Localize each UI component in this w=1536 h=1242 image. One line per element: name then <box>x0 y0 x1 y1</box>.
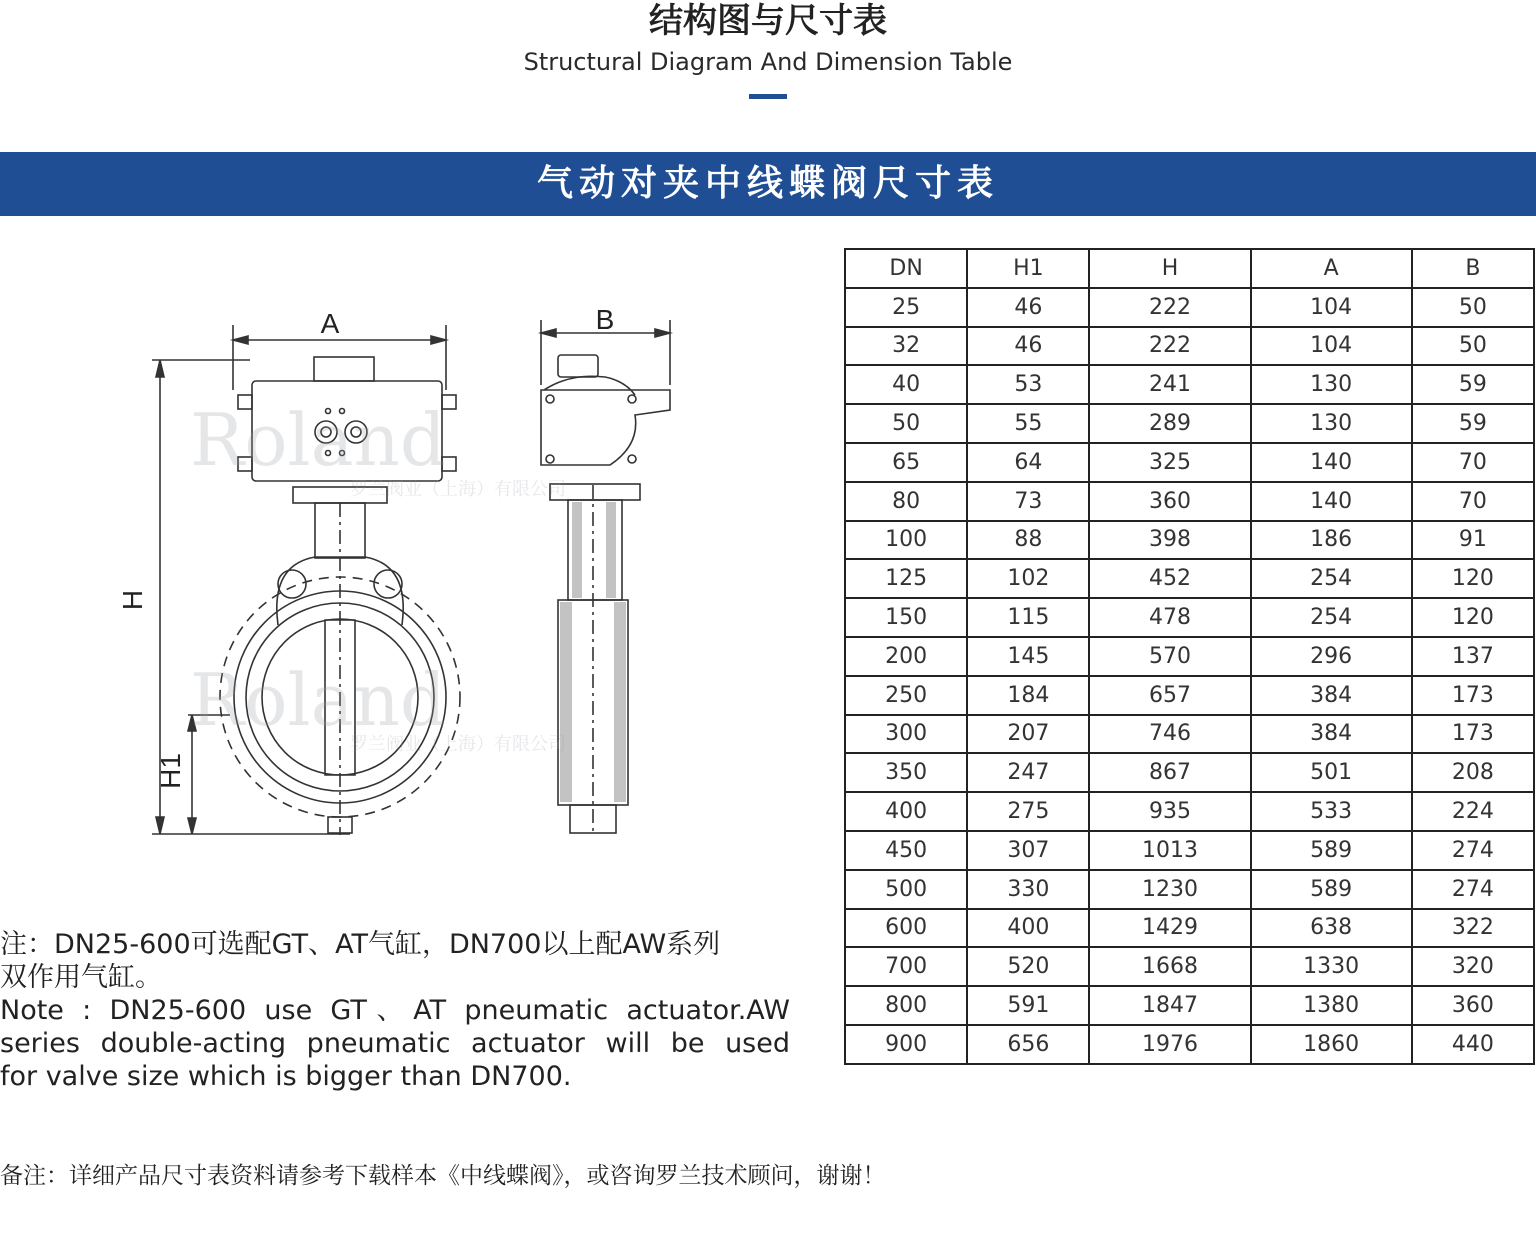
table-row <box>845 637 1534 676</box>
table-cell: 1860 <box>1251 1025 1412 1064</box>
table-cell: 250 <box>845 676 967 715</box>
table-cell: 46 <box>967 327 1089 366</box>
table-row <box>845 986 1534 1025</box>
table-cell: 65 <box>845 443 967 482</box>
table-cell: 102 <box>967 559 1089 598</box>
table-cell: 746 <box>1089 715 1250 754</box>
valve-structural-diagram <box>100 295 700 855</box>
table-cell: 360 <box>1089 482 1250 521</box>
table-cell: 173 <box>1412 715 1534 754</box>
table-cell: 88 <box>967 521 1089 560</box>
column-header: DN <box>845 249 967 288</box>
dimension-label-a: A <box>320 308 340 339</box>
table-cell: 320 <box>1412 947 1534 986</box>
page-subtitle: Structural Diagram And Dimension Table <box>523 48 1013 76</box>
title-underline <box>749 94 787 99</box>
table-cell: 145 <box>967 637 1089 676</box>
table-cell: 501 <box>1251 753 1412 792</box>
table-cell: 638 <box>1251 909 1412 948</box>
table-cell: 1230 <box>1089 870 1250 909</box>
table-cell: 657 <box>1089 676 1250 715</box>
table-cell: 935 <box>1089 792 1250 831</box>
table-cell: 222 <box>1089 327 1250 366</box>
note-en-line: for valve size which is bigger than DN700. <box>0 1061 572 1092</box>
table-cell: 53 <box>967 365 1089 404</box>
table-cell: 656 <box>967 1025 1089 1064</box>
table-cell: 254 <box>1251 559 1412 598</box>
table-cell: 208 <box>1412 753 1534 792</box>
table-cell: 800 <box>845 986 967 1025</box>
column-header: H <box>1089 249 1250 288</box>
table-cell: 150 <box>845 598 967 637</box>
dimension-label-h: H <box>117 589 148 611</box>
table-header-row <box>845 249 1534 288</box>
table-cell: 325 <box>1089 443 1250 482</box>
table-row <box>845 715 1534 754</box>
table-cell: 400 <box>967 909 1089 948</box>
table-cell: 400 <box>845 792 967 831</box>
table-cell: 200 <box>845 637 967 676</box>
table-cell: 125 <box>845 559 967 598</box>
column-header: A <box>1251 249 1412 288</box>
table-cell: 1668 <box>1089 947 1250 986</box>
table-cell: 274 <box>1412 831 1534 870</box>
table-cell: 289 <box>1089 404 1250 443</box>
table-cell: 184 <box>967 676 1089 715</box>
note-cn-line: 双作用气缸。 <box>0 962 162 993</box>
table-cell: 224 <box>1412 792 1534 831</box>
table-cell: 104 <box>1251 327 1412 366</box>
table-cell: 1380 <box>1251 986 1412 1025</box>
table-row <box>845 1025 1534 1064</box>
table-cell: 32 <box>845 327 967 366</box>
table-cell: 384 <box>1251 715 1412 754</box>
table-cell: 591 <box>967 986 1089 1025</box>
watermark-brand-2: Roland <box>190 658 446 742</box>
table-cell: 307 <box>967 831 1089 870</box>
table-cell: 247 <box>967 753 1089 792</box>
table-cell: 533 <box>1251 792 1412 831</box>
table-cell: 186 <box>1251 521 1412 560</box>
table-row <box>845 909 1534 948</box>
table-cell: 350 <box>845 753 967 792</box>
table-cell: 50 <box>1412 327 1534 366</box>
table-row <box>845 521 1534 560</box>
table-row <box>845 365 1534 404</box>
dimension-table <box>844 248 1535 1065</box>
table-cell: 296 <box>1251 637 1412 676</box>
note-en-line: series double-acting pneumatic actuator will be used <box>0 1028 790 1059</box>
table-cell: 322 <box>1412 909 1534 948</box>
table-row <box>845 947 1534 986</box>
table-cell: 25 <box>845 288 967 327</box>
table-cell: 1330 <box>1251 947 1412 986</box>
table-cell: 115 <box>967 598 1089 637</box>
table-cell: 73 <box>967 482 1089 521</box>
note-en-line: Note : DN25-600 use GT、AT pneumatic actuator.AW <box>0 995 790 1026</box>
table-cell: 140 <box>1251 482 1412 521</box>
table-cell: 222 <box>1089 288 1250 327</box>
table-cell: 207 <box>967 715 1089 754</box>
table-cell: 570 <box>1089 637 1250 676</box>
table-cell: 589 <box>1251 831 1412 870</box>
table-cell: 173 <box>1412 676 1534 715</box>
table-cell: 450 <box>845 831 967 870</box>
table-cell: 360 <box>1412 986 1534 1025</box>
page-title: 结构图与尺寸表 <box>649 1 887 41</box>
note-cn-line: 注：DN25-600可选配GT、AT气缸，DN700以上配AW系列 <box>0 929 721 960</box>
watermark-company-2: 罗兰阀业（上海）有限公司 <box>350 734 566 755</box>
table-row <box>845 404 1534 443</box>
note-block <box>0 928 790 1093</box>
table-cell: 59 <box>1412 365 1534 404</box>
table-cell: 91 <box>1412 521 1534 560</box>
table-cell: 398 <box>1089 521 1250 560</box>
table-cell: 1013 <box>1089 831 1250 870</box>
table-cell: 140 <box>1251 443 1412 482</box>
column-header: H1 <box>967 249 1089 288</box>
table-cell: 275 <box>967 792 1089 831</box>
table-row <box>845 753 1534 792</box>
table-cell: 300 <box>845 715 967 754</box>
table-cell: 70 <box>1412 482 1534 521</box>
table-cell: 900 <box>845 1025 967 1064</box>
table-cell: 1976 <box>1089 1025 1250 1064</box>
table-cell: 384 <box>1251 676 1412 715</box>
table-cell: 100 <box>845 521 967 560</box>
table-cell: 241 <box>1089 365 1250 404</box>
table-row <box>845 598 1534 637</box>
table-cell: 120 <box>1412 559 1534 598</box>
watermark-company: 罗兰阀业（上海）有限公司 <box>350 479 566 500</box>
table-cell: 440 <box>1412 1025 1534 1064</box>
table-cell: 254 <box>1251 598 1412 637</box>
table-cell: 64 <box>967 443 1089 482</box>
table-row <box>845 443 1534 482</box>
table-row <box>845 870 1534 909</box>
table-cell: 104 <box>1251 288 1412 327</box>
table-row <box>845 288 1534 327</box>
table-row <box>845 831 1534 870</box>
table-cell: 46 <box>967 288 1089 327</box>
table-cell: 600 <box>845 909 967 948</box>
table-cell: 478 <box>1089 598 1250 637</box>
table-cell: 59 <box>1412 404 1534 443</box>
table-row <box>845 792 1534 831</box>
table-row <box>845 559 1534 598</box>
table-body <box>845 288 1534 1064</box>
table-cell: 137 <box>1412 637 1534 676</box>
table-cell: 1847 <box>1089 986 1250 1025</box>
table-cell: 452 <box>1089 559 1250 598</box>
table-cell: 50 <box>1412 288 1534 327</box>
table-cell: 700 <box>845 947 967 986</box>
table-cell: 520 <box>967 947 1089 986</box>
dimension-label-b: B <box>595 304 615 335</box>
table-cell: 1429 <box>1089 909 1250 948</box>
table-cell: 867 <box>1089 753 1250 792</box>
column-header: B <box>1412 249 1534 288</box>
table-row <box>845 327 1534 366</box>
table-banner: 气动对夹中线蝶阀尺寸表 <box>0 152 1536 216</box>
dimension-label-h1: H1 <box>155 753 186 789</box>
table-cell: 50 <box>845 404 967 443</box>
table-cell: 589 <box>1251 870 1412 909</box>
table-row <box>845 676 1534 715</box>
table-cell: 70 <box>1412 443 1534 482</box>
table-cell: 40 <box>845 365 967 404</box>
watermark-brand: Roland <box>190 398 446 482</box>
table-cell: 500 <box>845 870 967 909</box>
table-cell: 80 <box>845 482 967 521</box>
table-cell: 330 <box>967 870 1089 909</box>
remark-text: 备注：详细产品尺寸表资料请参考下载样本《中线蝶阀》，或咨询罗兰技术顾问，谢谢！ <box>0 1163 886 1189</box>
table-cell: 274 <box>1412 870 1534 909</box>
table-cell: 130 <box>1251 404 1412 443</box>
table-row <box>845 482 1534 521</box>
table-cell: 130 <box>1251 365 1412 404</box>
table-cell: 55 <box>967 404 1089 443</box>
table-cell: 120 <box>1412 598 1534 637</box>
